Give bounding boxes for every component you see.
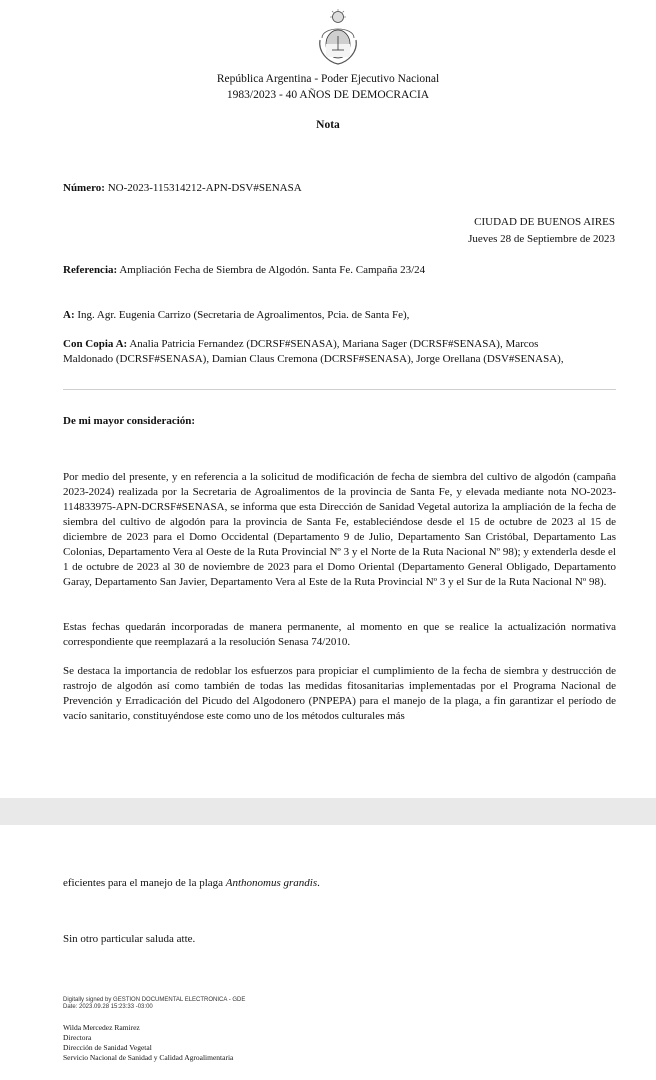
con-copia-label: Con Copia A: — [63, 338, 128, 350]
con-copia-block — [63, 337, 623, 367]
body-paragraph-3-continued — [63, 876, 320, 891]
species-name: Anthonomus grandis — [225, 877, 318, 889]
place: CIUDAD DE BUENOS AIRES — [474, 216, 615, 228]
body-paragraph-3: Se destaca la importancia de redoblar los esfuerzos para propiciar el cumplimiento de la fecha de siembra y destrucción de rastrojo de algodón así como también de todas las medidas fitosanitarias implementadas por el Programa Nacional de Prevención y Erradicación del Picudo del Algodonero (PNPEPA) para el manejo de la plaga, a fin garantizar el período de vacío sanitario, constituyéndose este como uno de los métodos culturales más — [63, 665, 616, 722]
argentina-coat-of-arms-icon — [314, 8, 362, 66]
referencia-value: Ampliación Fecha de Siembra de Algodón. Santa Fe. Campaña 23/24 — [119, 264, 426, 276]
referencia-label: Referencia: — [63, 264, 118, 276]
document-type: Nota — [316, 119, 340, 131]
signer-dept: Dirección de Sanidad Vegetal — [63, 1043, 152, 1052]
signer-org: Servicio Nacional de Sanidad y Calidad Agroalimentaria — [63, 1053, 234, 1062]
destinatario-value: Ing. Agr. Eugenia Carrizo (Secretaria de Agroalimentos, Pcia. de Santa Fe), — [77, 309, 410, 321]
body-paragraph-1: Por medio del presente, y en referencia a la solicitud de modificación de fecha de siembra del cultivo de algodón (campaña 2023-2024) realizada por la Secretaria de Agroalimentos de la provincia de Santa Fe, y elevada mediante nota NO-2023-114833975-APN-DCRSF#SENASA, se informa que esta Dirección de Sanidad Vegetal autoriza la ampliación de la fecha de siembra del cultivo de algodón para la provincia de Santa Fe, estableciéndose desde el 15 de octubre de 2023 al 15 de diciembre de 2023 para el Domo Occidental (Departamento 9 de Julio, Departamento San Cristóbal, Departamento Las Colonias, Departamento Vera al Oeste de la Ruta Provincial Nº 3 y el Norte de la Ruta Nacional Nº 98); y extenderla desde el 1 de octubre de 2023 al 30 de noviembre de 2023 para el Domo Oriental (Departamento General Obligado, Departamento Garay, Departamento San Javier, Departamento Vera al Este de la Ruta Provincial Nº 3 y el Sur de la Ruta Nacional Nº 98). — [63, 471, 616, 588]
con-copia-line-1: Analia Patricia Fernandez (DCRSF#SENASA), Mariana Sager (DCRSF#SENASA), Marcos — [129, 338, 539, 350]
con-copia-line-2: Maldonado (DCRSF#SENASA), Damian Claus Cremona (DCRSF#SENASA), Jorge Orellana (DSV#SENASA), — [63, 353, 564, 365]
closing: Sin otro particular saluda atte. — [63, 933, 196, 945]
body-paragraph-2: Estas fechas quedarán incorporadas de manera permanente, al momento en que se realice la actualización normativa correspondiente que reemplazará a la resolución Senasa 74/2010. — [63, 621, 616, 648]
paragraph-3-end: . — [317, 877, 320, 889]
destinatario-row — [63, 308, 409, 323]
paragraph-3-continuation: eficientes para el manejo de la plaga — [63, 877, 226, 889]
header-line-2: 1983/2023 - 40 AÑOS DE DEMOCRACIA — [226, 89, 430, 101]
referencia-row — [63, 263, 425, 278]
header-line-1: República Argentina - Poder Ejecutivo Nacional — [216, 73, 440, 85]
numero-value: NO-2023-115314212-APN-DSV#SENASA — [107, 182, 302, 194]
digital-signature-line-2: Date: 2023.09.28 15:23:33 -03:00 — [63, 1004, 153, 1010]
salutation: De mi mayor consideración: — [63, 415, 196, 427]
signer-name: Wilda Mercedez Ramirez — [63, 1023, 140, 1032]
separator-line — [63, 389, 616, 390]
numero-row — [63, 181, 302, 196]
signer-title: Directora — [63, 1033, 92, 1042]
page-break-band — [0, 798, 656, 825]
numero-label: Número: — [63, 182, 105, 194]
digital-signature-line-1: Digitally signed by GESTION DOCUMENTAL ELECTRONICA - GDE — [63, 997, 246, 1003]
destinatario-label: A: — [63, 309, 75, 321]
date: Jueves 28 de Septiembre de 2023 — [468, 233, 615, 245]
